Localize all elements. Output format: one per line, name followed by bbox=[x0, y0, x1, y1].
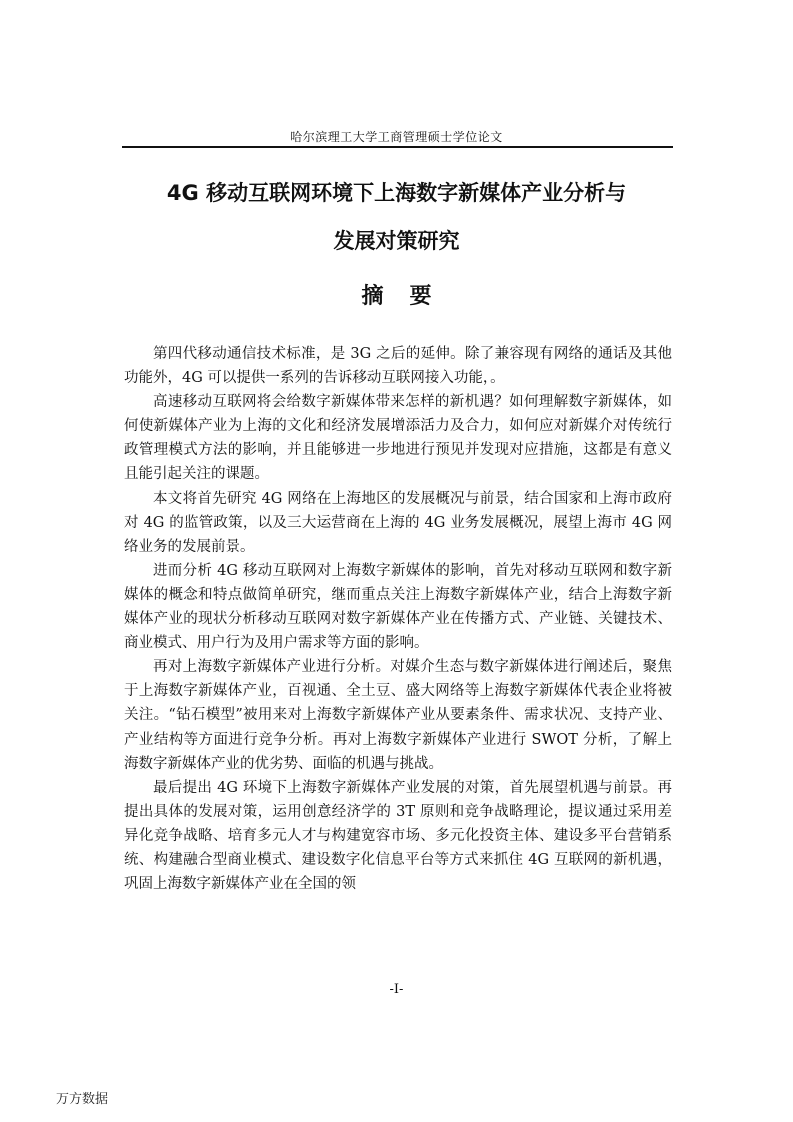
header-rule bbox=[122, 146, 673, 148]
running-header: 哈尔滨理工大学工商管理硕士学位论文 bbox=[290, 130, 503, 144]
abstract-paragraph: 本文将首先研究 4G 网络在上海地区的发展概况与前景，结合国家和上海市政府对 4G 的监管政策，以及三大运营商在上海的 4G 业务发展概况，展望上海市 4G 网络业务的发展前景。 bbox=[124, 490, 672, 555]
watermark-label: 万方数据 bbox=[56, 1092, 109, 1107]
abstract-paragraph: 再对上海数字新媒体产业进行分析。对媒介生态与数字新媒体进行阐述后，聚焦于上海数字新媒体产业，百视通、全土豆、盛大网络等上海数字新媒体代表企业将被关注。“钻石模型”被用来对上海数字新媒体产业从要素条件、需求状况、支持产业、产业结构等方面进行竞争分析。再对上海数字新媒体产业进行 SWOT 分析，了解上海数字新媒体产业的优劣势、面临的机遇与挑战。 bbox=[124, 659, 672, 772]
thesis-title-line-2: 发展对策研究 bbox=[333, 229, 460, 253]
thesis-title-line-1: 4G 移动互联网环境下上海数字新媒体产业分析与 bbox=[166, 181, 627, 205]
abstract-heading: 摘要 bbox=[361, 284, 458, 309]
abstract-body bbox=[124, 342, 672, 896]
abstract-paragraph: 最后提出 4G 环境下上海数字新媒体产业发展的对策，首先展望机遇与前景。再提出具体的发展对策，运用创意经济学的 3T 原则和竞争战略理论，提议通过采用差异化竞争战略、培育多元人才与构建宽容市场、多元化投资主体、建设多平台营销系统、构建融合型商业模式、建设数字化信息平台等方式来抓住 4G 互联网的新机遇，巩固上海数字新媒体产业在全国的领 bbox=[124, 779, 672, 893]
abstract-paragraph: 进而分析 4G 移动互联网对上海数字新媒体的影响，首先对移动互联网和数字新媒体的概念和特点做简单研究，继而重点关注上海数字新媒体产业，结合上海数字新媒体产业的现状分析移动互联网对数字新媒体产业在传播方式、产业链、关键技术、商业模式、用户行为及用户需求等方面的影响。 bbox=[124, 562, 672, 652]
abstract-paragraph: 第四代移动通信技术标准，是 3G 之后的延伸。除了兼容现有网络的通话及其他功能外，4G 可以提供一系列的告诉移动互联网接入功能，。 bbox=[124, 346, 672, 387]
page-number: -I- bbox=[389, 982, 404, 997]
abstract-paragraph: 高速移动互联网将会给数字新媒体带来怎样的新机遇？如何理解数字新媒体，如何使新媒体产业为上海的文化和经济发展增添活力及合力，如何应对新媒介对传统行政管理模式方法的影响，并且能够进一步地进行预见并发现对应措施，这都是有意义且能引起关注的课题。 bbox=[124, 394, 672, 483]
